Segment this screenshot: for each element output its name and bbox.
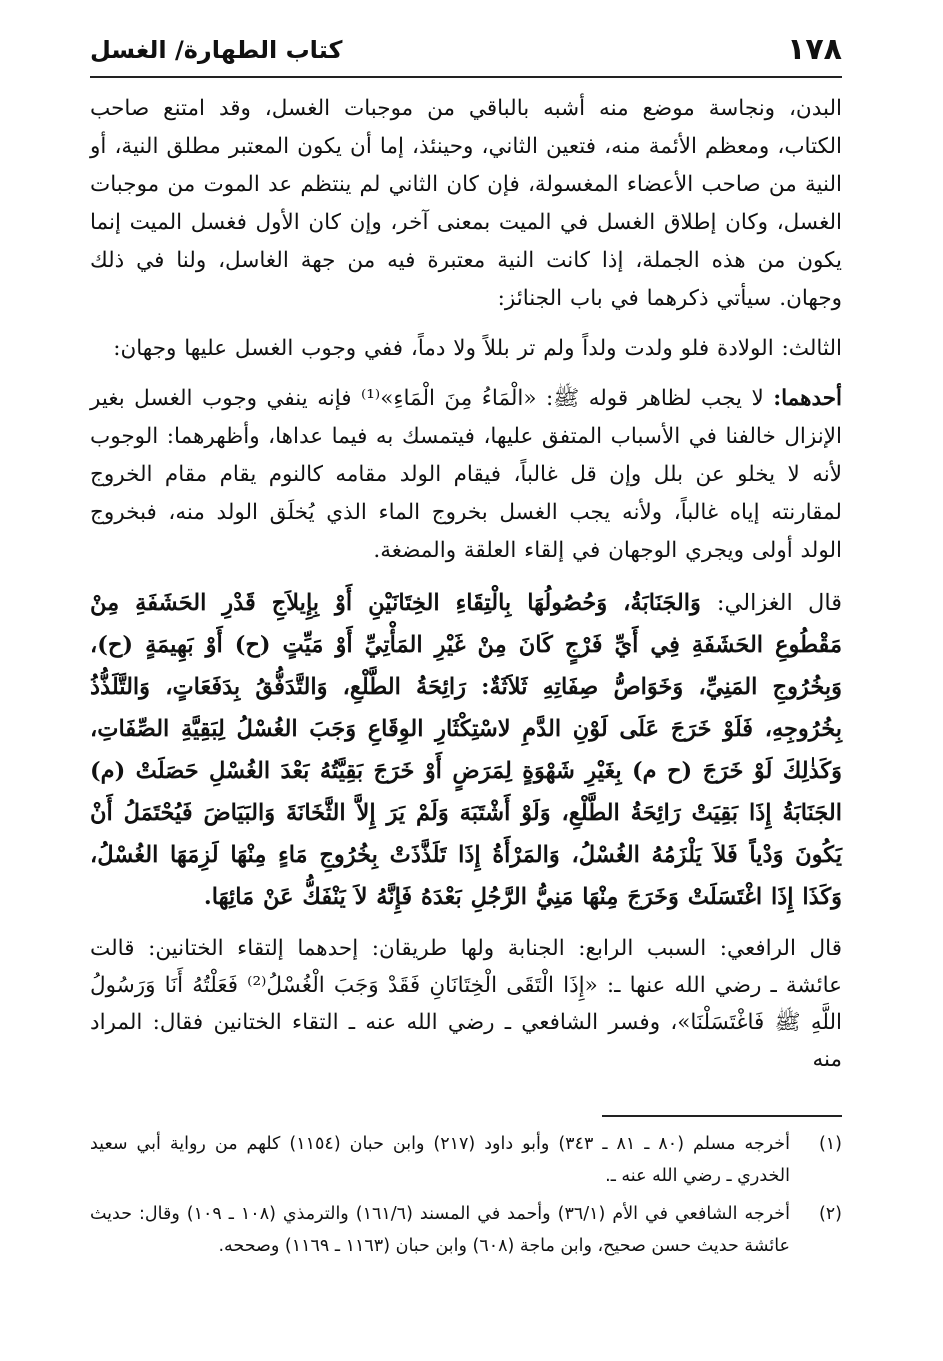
paragraph-3-lead: أحدهما: xyxy=(773,386,842,411)
footnote-separator xyxy=(90,1115,842,1117)
footnote-text: أخرجه مسلم (٨٠ ـ ٨١ ـ ٣٤٣) وأبو داود (٢١٧) وابن حبان (١١٥٤) كلهم من رواية أبي سعيد الخدري ـ رضي الله عنه ـ. xyxy=(90,1134,790,1186)
main-text xyxy=(90,90,842,1078)
paragraph-3-text: لا يجب لظاهر قوله ﷺ: «الْمَاءُ مِنَ الْمَاءِ»⁽¹⁾ فإنه ينفي وجوب الغسل بغير الإنزال خالفنا في الأسباب المتفق عليها، فيتمسك به فيما عداها، وأظهرهما: الوجوب لأنه لا يخلو عن بلل وإن قل غالباً، فيقام الولد مقامه كالنوم يقام مقام الخروج لمقارنته إياه غالباً، ولأنه يجب الغسل بخروج الماء الذي يُخلَق الولد منه، فبخروج الولد أولى ويجري الوجهان في إلقاء العلقة والمضغة. xyxy=(90,386,842,563)
footnote-rule xyxy=(602,1115,842,1117)
page-header xyxy=(90,30,842,78)
footnotes xyxy=(90,1128,842,1268)
gazali-lead: قال الغزالي: xyxy=(716,590,842,616)
gazali-body: وَالجَنَابَةُ، وَحُصُولُهَا بِالْتِقَاءِ الخِتَانَيْنِ أَوْ بِإِيلاَجِ قَدْرِ الحَشَفَةِ مِنْ مَقْطُوعِ الحَشَفَةِ فِي أَيِّ فَرْجٍ كَانَ مِنْ غَيْرِ المَأْتِيِّ أَوْ مَيِّتٍ (ح) أَوْ بَهِيمَةٍ (ح)، وَبِخُرُوجِ المَنِيِّ، وَخَوَاصُّ صِفَاتِهِ ثَلاَثَةٌ: رَائِحَةُ الطَّلْعِ، وَالتَّدَفُّقُ بِدَفَعَاتٍ، وَالتَّلَذُّذُ بِخُرُوجِهِ، فَلَوْ خَرَجَ عَلَى لَوْنِ الدَّمِ لاسْتِكْثَارِ الوِقَاعِ وَجَبَ الغُسْلُ لِبَقِيَّةِ الصِّفَاتِ، وَكَذٰلِكَ لَوْ خَرَجَ (ح م) بِغَيْرِ شَهْوَةٍ لِمَرَضٍ أَوْ خَرَجَ بَقِيَّتُهُ بَعْدَ الغُسْلِ حَصَلَتْ (م) الجَنَابَةُ إِذَا بَقِيَتْ رَائِحَةُ الطَّلْعِ، وَلَوْ أَشْتَبَهَ وَلَمْ يَرَ إِلاَّ الثَّخَانَةَ وَالبَيَاضَ فَيُحْتَمَلُ أَنْ يَكُونَ وَدْياً فَلاَ يَلْزَمُهُ الغُسْلُ، وَالمَرْأَةُ إِذَا تَلَذَّذَتْ بِخُرُوجِ مَاءٍ مِنْهَا لَزِمَهَا الغُسْلُ، وَكَذَا إِذَا اغْتَسَلَتْ وَخَرَجَ مِنْهَا مَنِيُّ الرَّجُلِ بَعْدَهُ فَإِنَّهُ لاَ يَنْفَكُّ عَنْ مَائِهَا. xyxy=(90,590,842,910)
paragraph-2: الثالث: الولادة فلو ولدت ولداً ولم تر بللاً ولا دماً، ففي وجوب الغسل عليها وجهان: xyxy=(113,336,842,361)
paragraph-5: قال الرافعي: السبب الرابع: الجنابة ولها طريقان: إحدهما إلتقاء الختانين: قالت عائشة ـ رضي الله عنها ـ: «إِذَا الْتَقَى الْخِتَانَانِ فَقَدْ وَجَبَ الْغُسْلُ⁽²⁾ فَعَلْتُهُ أَنَا وَرَسُولُ اللَّهِ ﷺ فَاغْتَسَلْنَا»، وفسر الشافعي ـ رضي الله عنه ـ التقاء الختانين فقال: المراد منه xyxy=(90,936,842,1072)
gazali-text xyxy=(90,582,842,918)
footnote-2 xyxy=(90,1198,842,1262)
paragraph-3 xyxy=(90,380,842,570)
footnote-marker: (١) xyxy=(818,1134,842,1154)
page-number: ١٧٨ xyxy=(787,32,842,67)
paragraph-1: البدن، ونجاسة موضع منه أشبه بالباقي من موجبات الغسل، وقد امتنع صاحب الكتاب، ومعظم الأئمة منه، فتعين الثاني، وحينئذ، إما أن يكون المعتبر مطلق النية، أو النية من صاحب الأعضاء المغسولة، فإن كان الثاني لم ينتظم عد الموت من موجبات الغسل، وكان إطلاق الغسل في الميت بمعنى آخر، وإن كان الأول فغسل الميت إنما يكون من هذه الجملة، إذا كانت النية معتبرة فيه من جهة الغاسل، ولنا في ذلك وجهان. سيأتي ذكرهما في باب الجنائز: xyxy=(90,96,842,311)
footnote-text: أخرجه الشافعي في الأم (٣٦/١) وأحمد في المسند (١٦١/٦) والترمذي (١٠٨ ـ ١٠٩) وقال: حديث عائشة حديث حسن صحيح، وابن ماجة (٦٠٨) وابن حبان (١١٦٣ ـ ١١٦٩) وصححه. xyxy=(90,1204,790,1256)
footnote-1 xyxy=(90,1128,842,1192)
footnote-marker: (٢) xyxy=(818,1204,842,1224)
running-title: كتاب الطهارة/ الغسل xyxy=(90,36,343,64)
